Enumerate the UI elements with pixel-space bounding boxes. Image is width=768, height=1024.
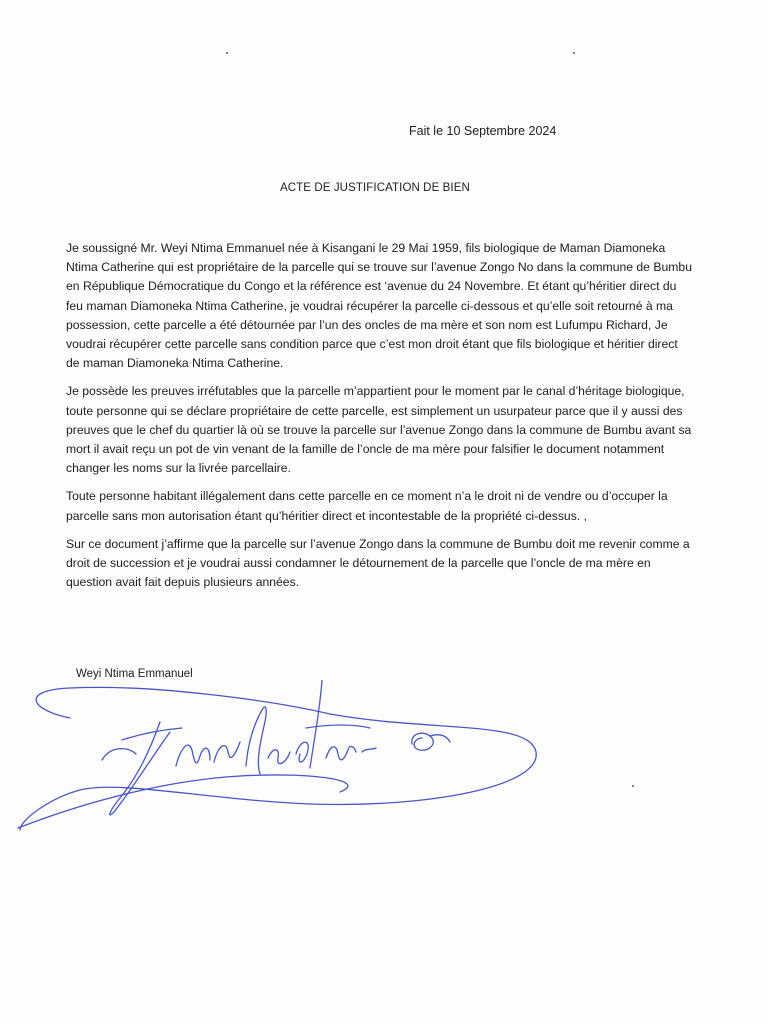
document-body [66,239,694,601]
document-title: ACTE DE JUSTIFICATION DE BIEN [280,182,470,194]
scan-speck [226,52,228,54]
scan-speck [632,785,634,787]
paragraph-2: Je possède les preuves irréfutables que la parcelle m’appartient pour le moment par le canal d’héritage biologique, toute personne qui se déclare propriétaire de cette parcelle, est simplement un usurpateur parce que il y aussi des preuves que le chef du quartier là où se trouve la parcelle sur l’avenue Zongo dans la commune de Bumbu avant sa mort il avait reçu un pot de vin venant de la famille de l’oncle de ma mère pour falsifier le document notamment changer les noms sur la livrée parcellaire. [66,384,692,476]
paragraph-3: Toute personne habitant illégalement dans cette parcelle en ce moment n’a le droit ni de vendre ou d’occuper la parcelle sans mon autorisation étant qu’héritier direct et incontestable de la propriété ci-dessus. , [66,489,668,523]
paragraph-4: Sur ce document j’affirme que la parcelle sur l’avenue Zongo dans la commune de Bumbu doit me revenir comme a droit de succession et je voudrai aussi condamner le détournement de la parcelle que l’oncle de ma mère en question avait fait depuis plusieurs années. [66,536,690,590]
scan-speck [573,52,575,54]
signer-name: Weyi Ntima Emmanuel [76,668,193,680]
handwritten-signature [10,680,570,840]
paragraph-1: Je soussigné Mr. Weyi Ntima Emmanuel née à Kisangani le 29 Mai 1959, fils biologique de Maman Diamoneka Ntima Catherine qui est propriétaire de la parcelle qui se trouve sur l’avenue Zongo No dans la commune de Bumbu en République Démocratique du Congo et la référence est ‘avenue du 24 Novembre. Et étant qu’héritier direct du feu maman Diamoneka Ntima Catherine, je voudrai récupérer la parcelle ci-dessous et qu’elle soit retourné à ma possession, cette parcelle a été détournée par l’un des oncles de ma mère et son nom est Lufumpu Richard, Je voudrai récupérer cette parcelle sans condition parce que c’est mon droit étant que fils biologique et héritier direct de maman Diamoneka Ntima Catherine. [66,241,692,371]
date-line: Fait le 10 Septembre 2024 [409,124,557,138]
